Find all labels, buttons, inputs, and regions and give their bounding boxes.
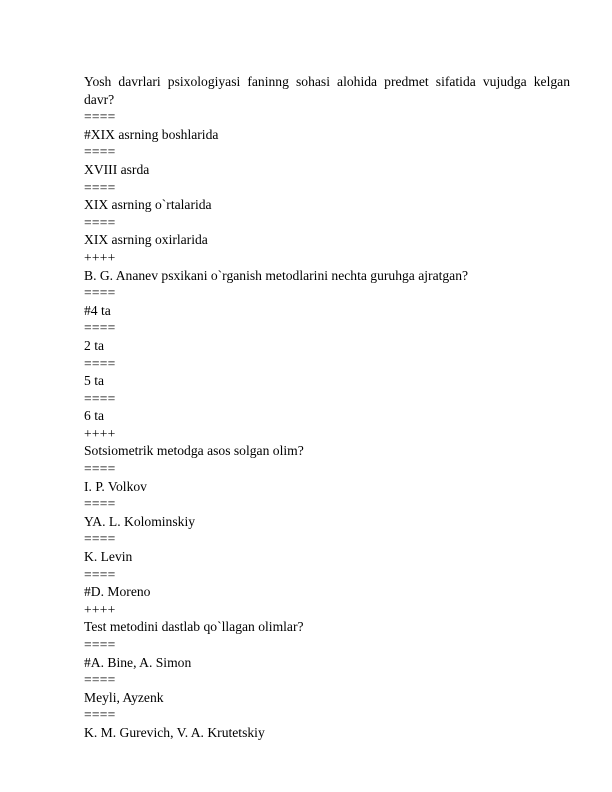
question-text: Sotsiometrik metodga asos solgan olim? [84, 443, 304, 459]
answer-option: XVIII asrda [84, 161, 150, 177]
answer-option: #XIX asrning boshlarida [84, 126, 219, 142]
answer-option: #4 ta [84, 302, 111, 318]
question-text: Test metodini dastlab qo`llagan olimlar? [84, 619, 304, 635]
question-separator: ++++ [84, 601, 116, 617]
answer-option: XIX asrning o`rtalarida [84, 197, 212, 213]
answer-separator: ==== [84, 496, 116, 512]
answer-separator: ==== [84, 707, 116, 723]
answer-separator: ==== [84, 637, 116, 652]
answer-separator: ==== [84, 214, 116, 230]
question-separator: ++++ [84, 249, 116, 265]
question-separator: ++++ [84, 425, 116, 441]
answer-option: I. P. Volkov [84, 478, 147, 494]
answer-separator: ==== [84, 285, 116, 301]
question-text: Yosh davrlari psixologiyasi faninng sohasi alohida predmet sifatida vujudga kelgan davr? [84, 74, 570, 107]
answer-separator: ==== [84, 320, 116, 336]
answer-separator: ==== [84, 355, 116, 371]
answer-separator: ==== [84, 109, 116, 125]
answer-option: 2 ta [84, 337, 105, 353]
answer-separator: ==== [84, 390, 116, 406]
answer-option: 5 ta [84, 373, 105, 389]
document-page [84, 73, 570, 742]
answer-separator: ==== [84, 144, 116, 160]
answer-separator: ==== [84, 179, 116, 195]
answer-option: Meyli, Ayzenk [84, 689, 164, 705]
answer-option: XIX asrning oxirlarida [84, 232, 208, 248]
answer-option: K. M. Gurevich, V. A. Krutetskiy [84, 724, 265, 740]
answer-option: #A. Bine, A. Simon [84, 654, 192, 670]
answer-separator: ==== [84, 531, 116, 547]
question-text: B. G. Ananev psxikani o`rganish metodlarini nechta guruhga ajratgan? [84, 267, 469, 283]
answer-separator: ==== [84, 672, 116, 688]
answer-separator: ==== [84, 461, 116, 477]
answer-option: K. Levin [84, 549, 133, 565]
answer-option: 6 ta [84, 408, 105, 424]
answer-separator: ==== [84, 566, 116, 582]
answer-option: YA. L. Kolominskiy [84, 513, 196, 529]
answer-option: #D. Moreno [84, 584, 151, 600]
